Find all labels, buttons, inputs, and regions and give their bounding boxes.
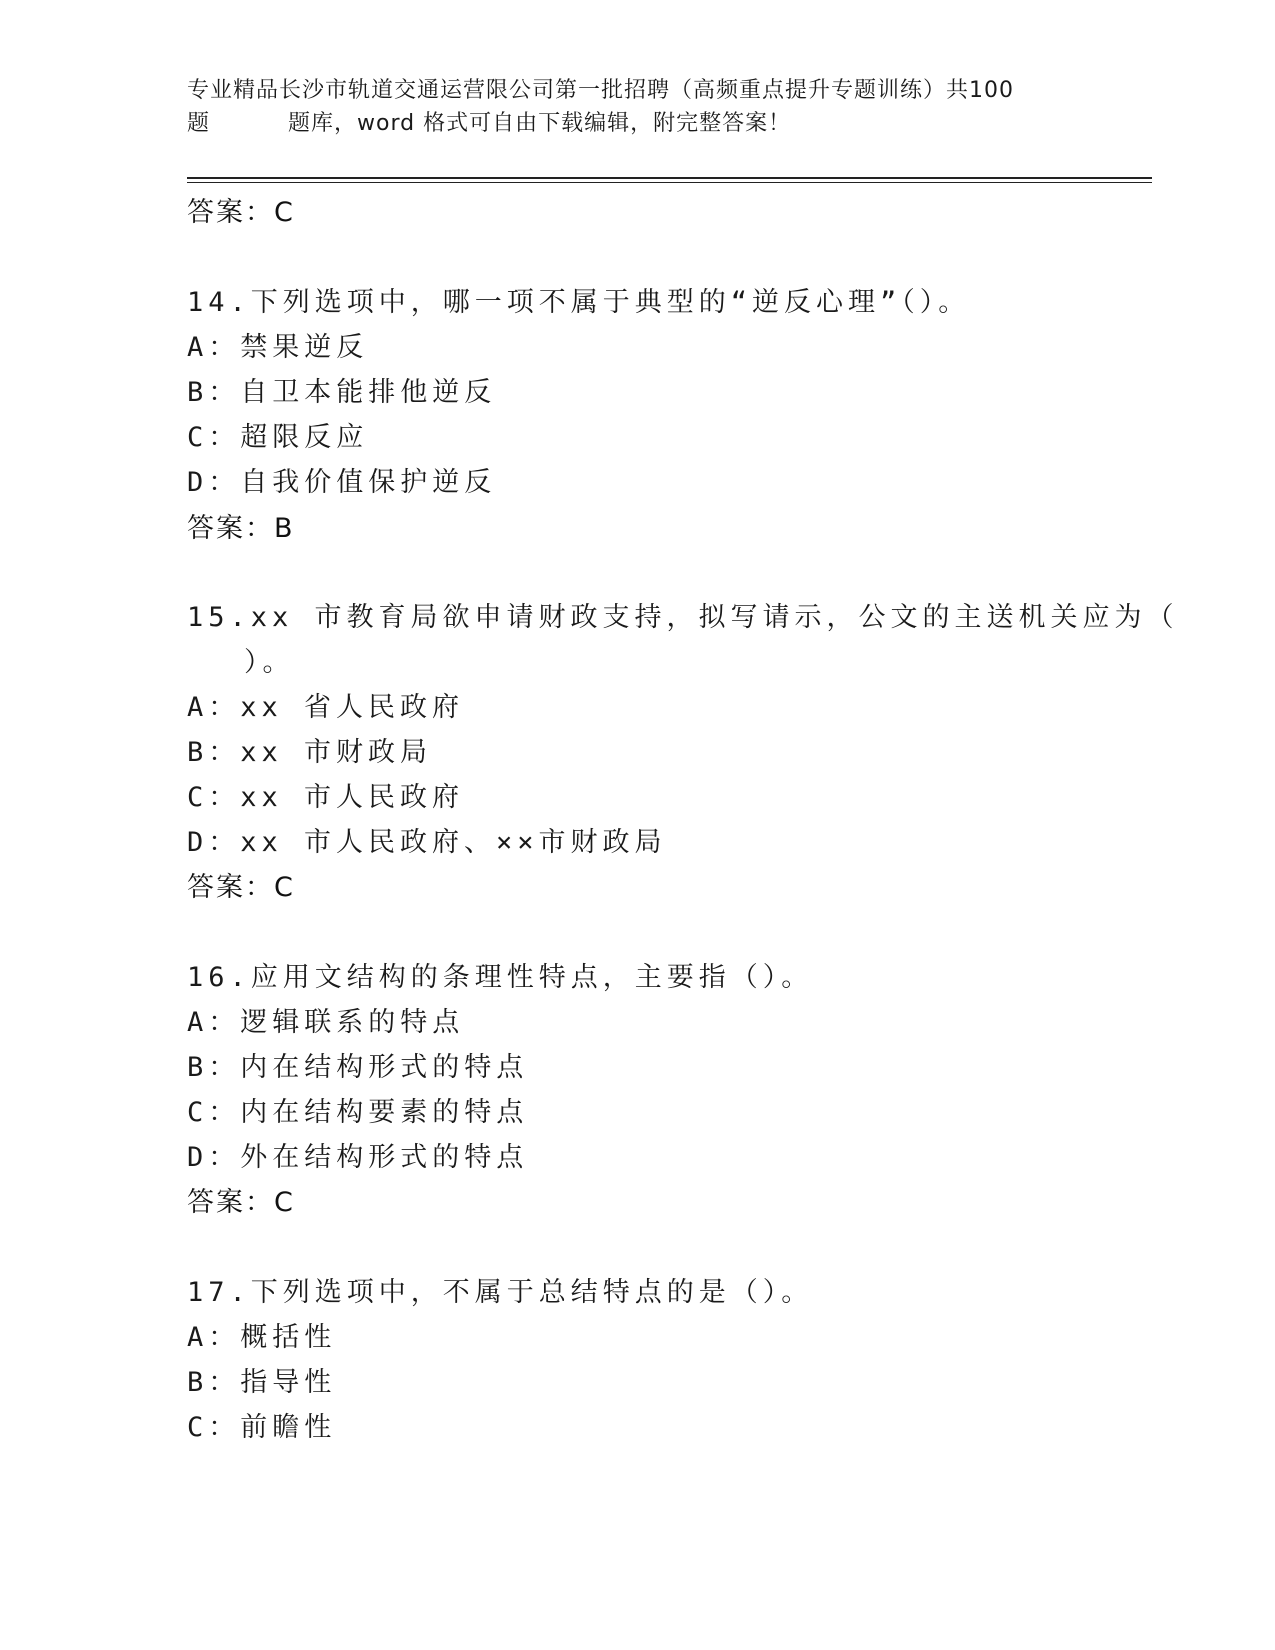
- header-divider-thick: [187, 177, 1152, 179]
- header-title-line2-text: 题库，word 格式可自由下载编辑，附完整答案！: [288, 111, 792, 136]
- header-divider-thin: [187, 182, 1152, 183]
- question-15-line1: 15.xx 市教育局欲申请财政支持，拟写请示，公文的主送机关应为（: [187, 602, 1179, 633]
- answer-14: 答案：B: [187, 513, 295, 544]
- option-16-a: A：逻辑联系的特点: [187, 1007, 465, 1038]
- option-16-b: B：内在结构形式的特点: [187, 1052, 529, 1083]
- question-17: 17.下列选项中，不属于总结特点的是（）。: [187, 1277, 814, 1308]
- answer-13: 答案：C: [187, 197, 295, 228]
- header-title-line2: [187, 107, 1087, 140]
- question-15-line2: ）。: [244, 647, 295, 678]
- answer-16: 答案：C: [187, 1187, 295, 1218]
- option-14-a: A：禁果逆反: [187, 332, 369, 363]
- option-15-a: A：xx 省人民政府: [187, 692, 465, 723]
- option-14-c: C：超限反应: [187, 422, 369, 453]
- option-14-d: D：自我价值保护逆反: [187, 467, 497, 498]
- question-16: 16.应用文结构的条理性特点，主要指（）。: [187, 962, 814, 993]
- option-15-b: B：xx 市财政局: [187, 737, 433, 768]
- option-15-c: C：xx 市人民政府: [187, 782, 465, 813]
- option-14-b: B：自卫本能排他逆反: [187, 377, 497, 408]
- answer-15: 答案：C: [187, 872, 295, 903]
- option-17-b: B：指导性: [187, 1367, 337, 1398]
- header-title-line2-prefix: 题: [187, 111, 211, 136]
- option-17-c: C：前瞻性: [187, 1412, 337, 1443]
- option-16-d: D：外在结构形式的特点: [187, 1142, 529, 1173]
- document-header: [187, 74, 1087, 140]
- header-title-line1: 专业精品长沙市轨道交通运营限公司第一批招聘（高频重点提升专题训练）共100: [187, 78, 1014, 103]
- question-14: 14.下列选项中，哪一项不属于典型的“逆反心理”（）。: [187, 287, 971, 318]
- option-16-c: C：内在结构要素的特点: [187, 1097, 529, 1128]
- option-15-d: D：xx 市人民政府、××市财政局: [187, 827, 667, 858]
- option-17-a: A：概括性: [187, 1322, 337, 1353]
